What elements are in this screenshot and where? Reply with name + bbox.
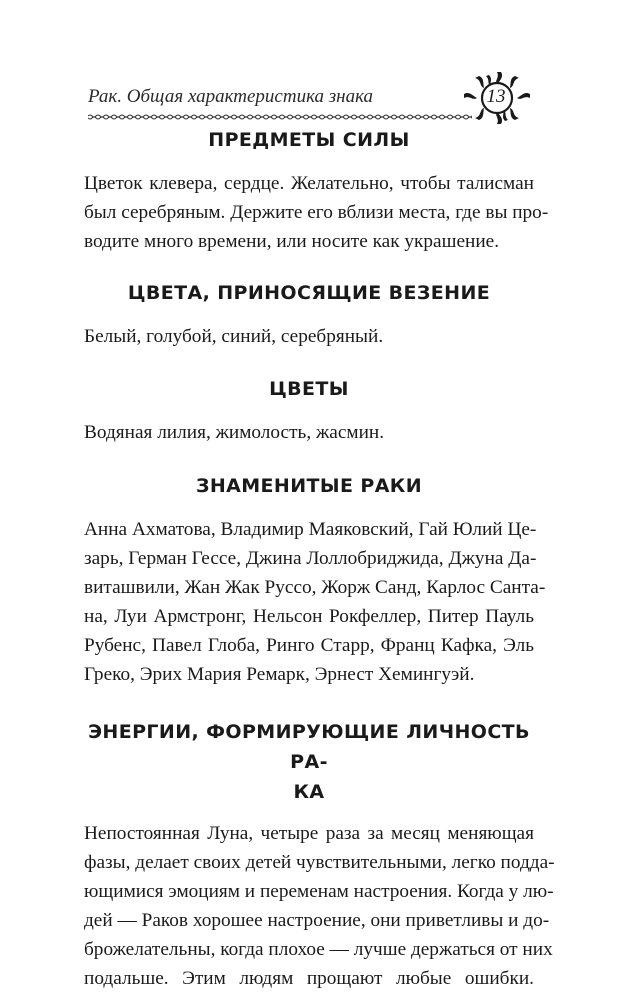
text-line: подальше. Этим людям прощают любые ошибки.: [84, 968, 534, 989]
text-line: Водяная лилия, жимолость, жасмин.: [84, 422, 385, 443]
page-number: 13: [486, 86, 506, 107]
text-line: был серебряным. Держите его вблизи места, где вы про-: [84, 202, 549, 223]
section-heading: ЦВЕТА, ПРИНОСЯЩИЕ ВЕЗЕНИЕ: [127, 282, 491, 304]
text-line: на, Луи Армстронг, Нельсон Рокфеллер, Питер Пауль: [84, 606, 534, 627]
text-line: Греко, Эрих Мария Ремарк, Эрнест Хемингуэй.: [84, 664, 475, 685]
section-lucky-colors: [84, 280, 534, 351]
text-line: зарь, Герман Гессе, Джина Лоллобриджида, Джуна Да-: [84, 548, 537, 569]
text-line: брожелательны, когда плохое — лучше держаться от них: [84, 939, 553, 960]
text-line: водите много времени, или носите как украшение.: [84, 231, 500, 252]
header-wavy-rule: [88, 113, 472, 121]
text-line: Цветок клевера, сердце. Желательно, чтобы талисман: [84, 173, 534, 194]
section-paragraph: [84, 322, 534, 351]
text-line: виташвили, Жан Жак Руссо, Жорж Санд, Карлос Санта-: [84, 577, 546, 598]
text-line: фазы, делает своих детей чувствительными, легко подда-: [84, 852, 555, 873]
section-flowers: [84, 376, 534, 447]
section-paragraph: [84, 515, 546, 689]
section-power-items: [84, 127, 549, 256]
text-line: Рубенс, Павел Глоба, Ринго Старр, Франц Кафка, Эль: [84, 635, 534, 656]
section-paragraph: [84, 418, 534, 447]
section-heading: [84, 717, 534, 807]
text-line: Непостоянная Луна, четыре раза за месяц меняющая: [84, 823, 534, 844]
text-line: Анна Ахматова, Владимир Маяковский, Гай Юлий Це-: [84, 519, 537, 540]
chapter-title: Рак. Общая характеристика знака: [88, 86, 373, 107]
section-heading: ЦВЕТЫ: [269, 378, 349, 400]
section-heading: ПРЕДМЕТЫ СИЛЫ: [208, 129, 410, 151]
text-line: ющимися эмоциям и переменам настроения. Когда у лю-: [84, 881, 554, 902]
section-energies: [84, 717, 555, 993]
text-line: Белый, голубой, синий, серебряный.: [84, 326, 384, 347]
section-paragraph: [84, 819, 555, 993]
heading-line: ЭНЕРГИИ, ФОРМИРУЮЩИЕ ЛИЧНОСТЬ РА-: [88, 721, 530, 773]
section-famous-cancers: [84, 473, 546, 689]
text-line: дей — Раков хорошее настроение, они приветливы и до-: [84, 910, 550, 931]
section-paragraph: [84, 169, 549, 256]
heading-line: КА: [293, 781, 325, 803]
section-heading: ЗНАМЕНИТЫЕ РАКИ: [195, 475, 423, 497]
page-content: [84, 124, 555, 993]
